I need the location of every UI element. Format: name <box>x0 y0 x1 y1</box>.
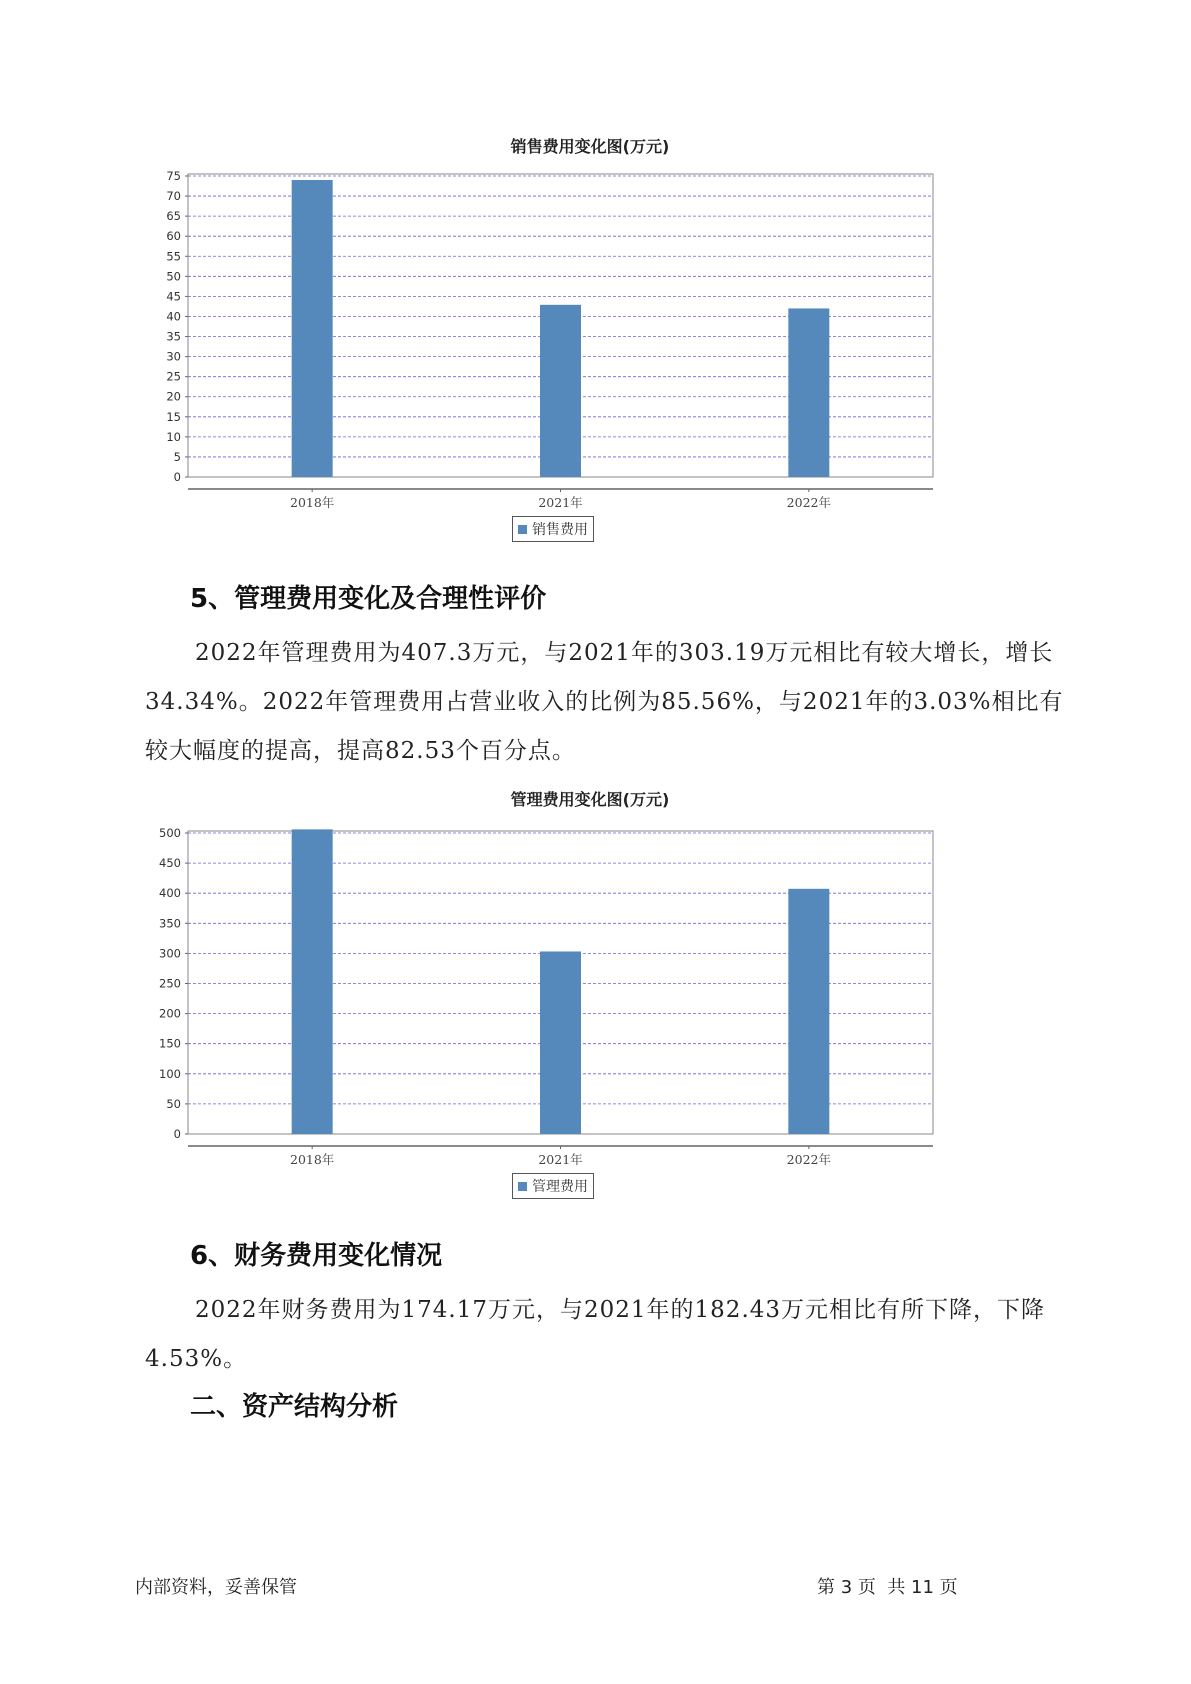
y-tick-label: 0 <box>173 470 181 484</box>
section-paragraph-5 <box>145 629 1075 776</box>
y-tick-label: 100 <box>159 1066 181 1081</box>
y-tick-label: 0 <box>173 1127 181 1141</box>
y-tick-label: 350 <box>159 916 181 931</box>
chart-legend <box>512 516 594 542</box>
chart-title: 销售费用变化图(万元) <box>510 137 670 156</box>
y-tick-label: 250 <box>159 976 181 991</box>
section-paragraph-6 <box>145 1286 1075 1384</box>
legend-swatch <box>518 1182 527 1191</box>
y-tick-label: 70 <box>166 189 181 204</box>
y-tick-label: 75 <box>166 169 181 183</box>
y-tick-label: 30 <box>166 349 181 364</box>
y-tick-label: 35 <box>166 329 181 344</box>
section-heading-5: 5、管理费用变化及合理性评价 <box>190 584 547 614</box>
footer-confidential-note: 内部资料，妥善保管 <box>135 1577 297 1598</box>
y-tick-label: 50 <box>166 269 181 284</box>
y-tick-label: 400 <box>159 886 181 901</box>
chart-plot <box>150 166 1030 541</box>
x-tick-label: 2018年 <box>290 495 335 510</box>
section-heading-6: 6、财务费用变化情况 <box>190 1241 443 1271</box>
y-tick-label: 200 <box>159 1006 181 1021</box>
chart-title: 管理费用变化图(万元) <box>510 790 670 809</box>
bar <box>540 305 581 477</box>
y-tick-label: 25 <box>166 369 181 384</box>
y-tick-label: 40 <box>166 309 181 324</box>
chart-legend <box>512 1173 594 1199</box>
paragraph-text: 2022年管理费用为407.3万元，与2021年的303.19万元相比有较大增长，增长34.34%。2022年管理费用占营业收入的比例为85.56%，与2021年的3.03%相比有较大幅度的提高，提高82.53个百分点。 <box>145 640 1064 764</box>
y-tick-label: 65 <box>166 209 181 224</box>
bar <box>540 951 581 1134</box>
legend-swatch <box>518 525 527 534</box>
bar <box>292 829 333 1134</box>
y-tick-label: 50 <box>166 1096 181 1111</box>
x-tick-label: 2018年 <box>290 1152 335 1167</box>
bar <box>292 180 333 477</box>
x-tick-label: 2022年 <box>786 495 831 510</box>
y-tick-label: 5 <box>173 449 181 464</box>
bar <box>788 889 829 1134</box>
y-tick-label: 55 <box>166 249 181 264</box>
x-tick-label: 2022年 <box>786 1152 831 1167</box>
y-tick-label: 150 <box>159 1036 181 1051</box>
y-tick-label: 500 <box>159 826 181 840</box>
y-tick-label: 15 <box>166 409 181 424</box>
bar <box>788 308 829 477</box>
sales-expense-chart <box>150 128 1030 548</box>
y-tick-label: 10 <box>166 429 181 444</box>
y-tick-label: 450 <box>159 856 181 871</box>
paragraph-text: 2022年财务费用为174.17万元，与2021年的182.43万元相比有所下降，下降4.53%。 <box>145 1297 1046 1372</box>
admin-expense-chart <box>150 785 1030 1205</box>
x-tick-label: 2021年 <box>538 1152 583 1167</box>
x-tick-label: 2021年 <box>538 495 583 510</box>
section-heading-asset-structure: 二、资产结构分析 <box>190 1392 399 1422</box>
y-tick-label: 60 <box>166 229 181 244</box>
legend-label: 销售费用 <box>532 522 588 538</box>
footer-page-number: 第 3 页 共 11 页 <box>817 1577 958 1598</box>
chart-plot <box>150 823 1030 1198</box>
y-tick-label: 20 <box>166 389 181 404</box>
y-tick-label: 45 <box>166 289 181 304</box>
y-tick-label: 300 <box>159 946 181 961</box>
legend-label: 管理费用 <box>532 1179 588 1195</box>
